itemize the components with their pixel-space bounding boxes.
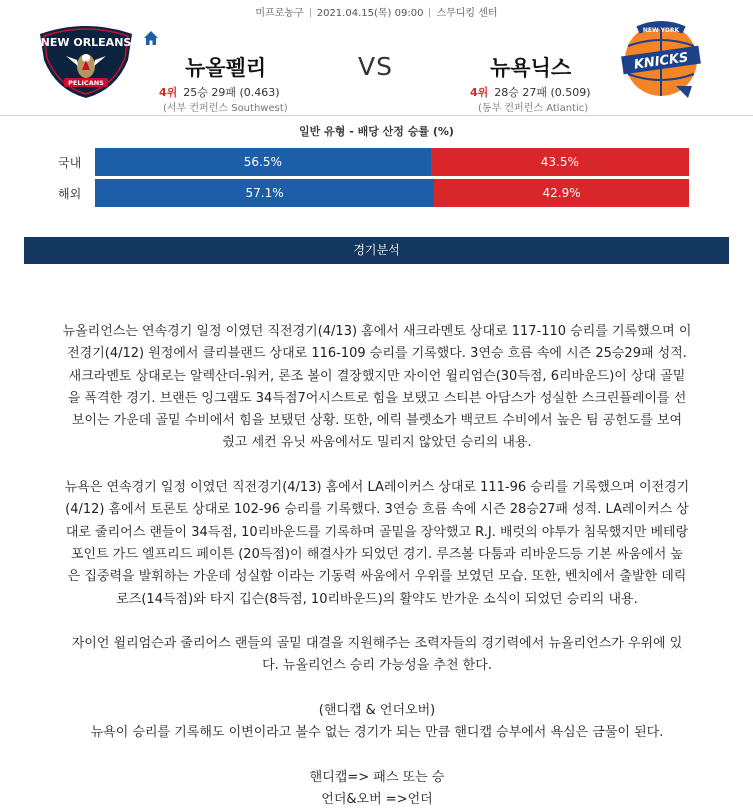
- versus-label: VS: [358, 52, 393, 81]
- article-line: 다. 뉴올리언스 승리 가능성을 추천 한다.: [262, 658, 492, 674]
- article-paragraph-summary: [14, 633, 740, 678]
- away-team-wl: 28승 27패 (0.509): [494, 86, 591, 99]
- article-line: 핸디캡=> 패스 또는 승: [309, 769, 445, 785]
- article-line: (4/12) 홈에서 토론토 상대로 102-96 승리를 기록했다. 3연승 흐름 속에 시즌 28승27패 성적. LA레이커스 상: [65, 502, 689, 518]
- win-rate-row-overseas: [0, 179, 753, 207]
- away-win-rate-segment: 43.5%: [431, 148, 689, 176]
- article-paragraph-away: [14, 477, 740, 611]
- article-line: 전경기(4/12) 원정에서 클리블랜드 상대로 116-109 승리를 기록했다. 3연승 흐름 속에 시즌 25승29패 성적.: [67, 346, 687, 362]
- home-team-logo: [36, 20, 136, 100]
- home-team-rank: 4위: [159, 86, 178, 99]
- win-rate-bar: [95, 179, 689, 207]
- paragraph-gap: [14, 611, 740, 633]
- article-paragraph-picks: [14, 767, 740, 812]
- article-line: 줬고 세컨 유닛 싸움에서도 밀리지 않았던 승리의 내용.: [222, 435, 532, 451]
- home-win-rate-segment: 56.5%: [95, 148, 431, 176]
- article-line: (핸디캡 & 언더오버): [318, 703, 436, 719]
- home-team-record: [159, 84, 280, 100]
- league-name: 미프로농구: [255, 8, 304, 19]
- analysis-section-title: 경기분석: [24, 237, 729, 264]
- win-rate-row-domestic: [0, 148, 753, 176]
- paragraph-gap: [14, 678, 740, 700]
- article-paragraph-handicap: [14, 700, 740, 745]
- article-line: 포인트 가드 엘프리드 페이튼 (20득점)이 해결사가 되었던 경기. 루즈볼 다툼과 리바운드등 기본 싸움에서 높: [71, 546, 683, 562]
- match-header: [0, 0, 753, 114]
- article-line: 보이는 가운데 골밑 수비에서 힘을 보탰던 상황. 또한, 에릭 블렛소가 백코트 수비에서 높은 팀 공헌도를 보여: [71, 413, 683, 429]
- home-logo-text-top: NEW ORLEANS: [40, 36, 132, 49]
- home-team-name: 뉴올펠리: [185, 56, 267, 80]
- win-rate-label: 해외: [58, 187, 82, 201]
- paragraph-gap: [14, 745, 740, 767]
- away-logo-text-main: KNICKS: [633, 50, 690, 73]
- article-line: 자이언 윌리엄슨과 줄리어스 랜들의 골밑 대결을 지원해주는 조력자들의 경기력에서 뉴올리언스가 우위에 있: [71, 636, 683, 652]
- away-win-rate-segment: 42.9%: [434, 179, 689, 207]
- article-line: 은 집중력을 발휘하는 가운데 성실함 이라는 기동력 싸움에서 우위를 보였던 모습. 또한, 벤치에서 출발한 데릭: [67, 569, 687, 585]
- article-line: 뉴욕은 연속경기 일정 이였던 직전경기(4/13) 홈에서 LA레이커스 상대로 111-96 승리를 기록했으며 이전경기: [64, 480, 690, 496]
- article-line: 언더&오버 =>언더: [321, 792, 433, 808]
- match-venue: 스무디킹 센터: [436, 8, 498, 19]
- away-team-conference: (동부 컨퍼런스 Atlantic): [478, 103, 589, 114]
- analysis-article: [14, 321, 740, 812]
- home-icon: [143, 30, 159, 46]
- article-line: 뉴올리언스는 연속경기 일정 이였던 직전경기(4/13) 홈에서 새크라멘토 상대로 117-110 승리를 기록했으며 이: [62, 324, 692, 339]
- home-team-wl: 25승 29패 (0.463): [183, 86, 280, 99]
- article-line: 을 폭격한 경기. 브랜든 잉그램도 34득점7어시스트로 힘을 보탰고 스티븐 아담스가 성실한 스크린플레이를 선: [67, 390, 687, 406]
- match-datetime: 2021.04.15(목) 09:00: [316, 8, 424, 19]
- meta-separator: [429, 8, 430, 17]
- home-team-conference: (서부 컨퍼런스 Southwest): [163, 103, 288, 114]
- away-team-logo: [616, 16, 706, 104]
- paragraph-gap: [14, 455, 740, 477]
- article-line: 대로 줄리어스 랜들이 34득점, 10리바운드를 기록하며 골밑을 장악했고 R.J. 배럿의 야투가 침묵했지만 베테랑: [65, 524, 689, 540]
- away-team-name: 뉴욕닉스: [490, 56, 572, 80]
- home-win-rate-segment: 57.1%: [95, 179, 434, 207]
- home-logo-text-bottom: PELICANS: [68, 79, 104, 87]
- win-rate-title: 일반 유형 - 배당 산정 승률 (%): [299, 125, 454, 138]
- article-line: 로즈(14득점)와 타지 깁슨(8득점, 10리바운드)의 활약도 반가운 소식이 되었던 승리의 내용.: [116, 591, 638, 607]
- away-logo-text-top: NEW YORK: [642, 27, 680, 34]
- article-paragraph-home: [14, 321, 740, 455]
- header-divider: [0, 115, 753, 116]
- away-team-rank: 4위: [470, 86, 489, 99]
- meta-separator: [310, 8, 311, 17]
- win-rate-bar: [95, 148, 689, 176]
- article-line: 뉴욕이 승리를 기록해도 이변이라고 볼수 없는 경기가 되는 만큼 핸디캡 승부에서 욕심은 금물이 된다.: [90, 725, 664, 741]
- article-line: 새크라멘토 상대로는 알렉산더-워커, 론조 볼이 결장했지만 자이언 윌리엄슨(30득점, 6리바운드)이 상대 골밑: [68, 368, 686, 384]
- win-rate-label: 국내: [58, 156, 82, 170]
- away-team-record: [470, 84, 591, 100]
